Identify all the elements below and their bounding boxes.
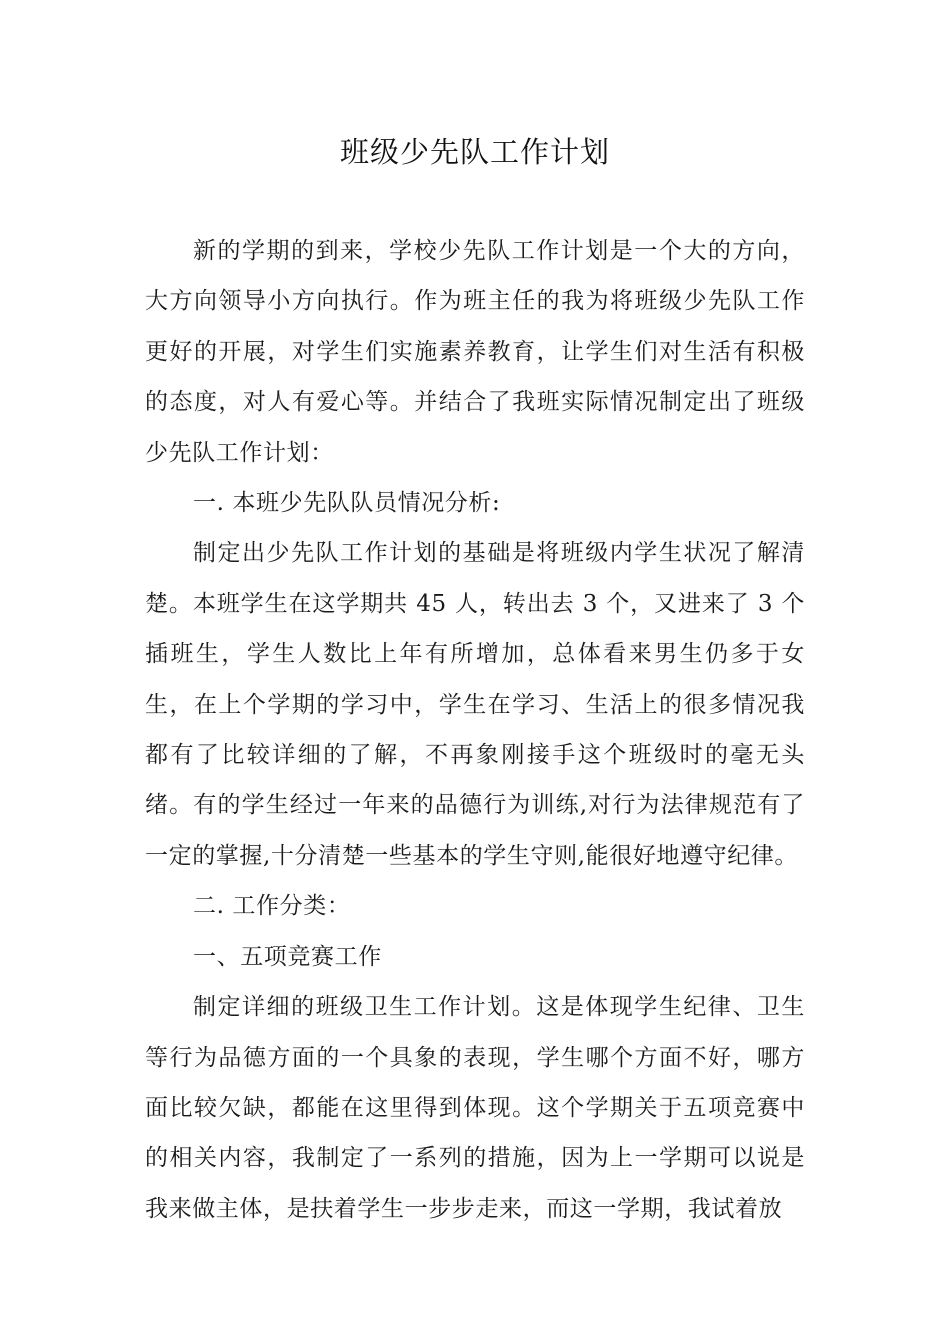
document-title: 班级少先队工作计划 [339,135,610,169]
document-body [145,226,805,1234]
intro-paragraph: 新的学期的到来，学校少先队工作计划是一个大的方向，大方向领导小方向执行。作为班主任的我为将班级少先队工作更好的开展，对学生们实施素养教育，让学生们对生活有积极的态度，对人有爱心等。并结合了我班实际情况制定出了班级少先队工作计划： [145,238,805,466]
five-competitions-paragraph: 制定详细的班级卫生工作计划。这是体现学生纪律、卫生等行为品德方面的一个具象的表现，学生哪个方面不好，哪方面比较欠缺，都能在这里得到体现。这个学期关于五项竞赛中的相关内容，我制定了一系列的措施，因为上一学期可以说是我来做主体，是扶着学生一步步走来，而这一学期，我试着放 [145,994,805,1222]
subsection-heading-five-competitions: 一、五项竞赛工作 [193,943,382,970]
member-analysis-paragraph: 制定出少先队工作计划的基础是将班级内学生状况了解清楚。本班学生在这学期共 45 人，转出去 3 个，又进来了 3 个插班生，学生人数比上年有所增加，总体看来男生仍多于女生，在上个学期的学习中，学生在学习、生活上的很多情况我都有了比较详细的了解，不再象刚接手这个班级时的毫无头绪。有的学生经过一年来的品德行为训练,对行为法律规范有了一定的掌握,十分清楚一些基本的学生守则,能很好地遵守纪律。 [145,540,805,869]
section-heading-member-analysis: 一. 本班少先队队员情况分析: [193,490,501,517]
section-heading-work-categories: 二. 工作分类： [193,893,351,920]
